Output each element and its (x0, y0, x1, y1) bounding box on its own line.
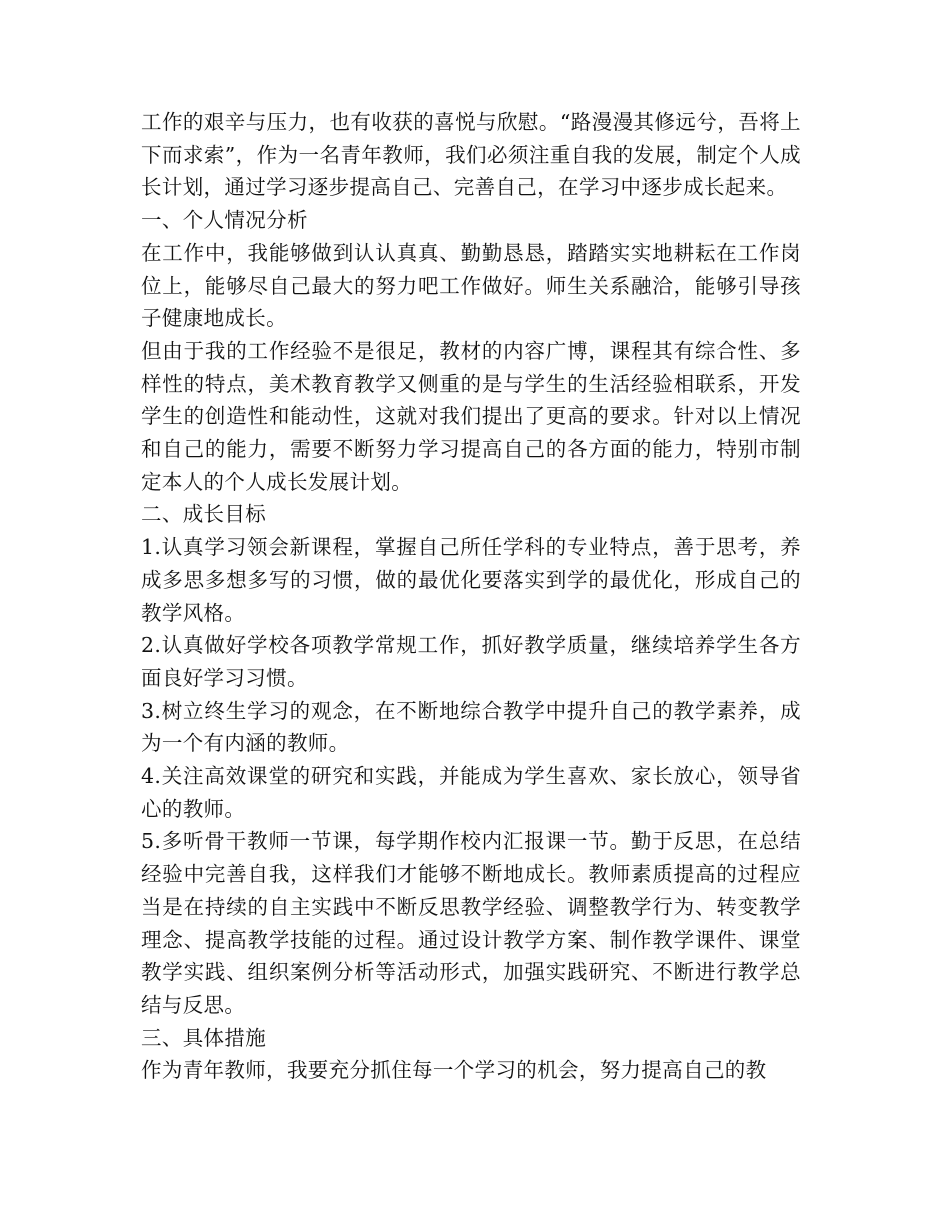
section-heading-situation-analysis: 一、个人情况分析 (141, 208, 308, 233)
intro-paragraph: 工作的艰辛与压力，也有收获的喜悦与欣慰。“路漫漫其修远兮，吾将上下而求索”，作为一名青年教师，我们必须注重自我的发展，制定个人成长计划，通过学习逐步提高自己、完善自己，在学习中逐步成长起来。 (141, 110, 801, 200)
section-heading-growth-goals: 二、成长目标 (141, 502, 267, 527)
section-heading-measures: 三、具体措施 (141, 1025, 267, 1050)
goal-item-4: 4.关注高效课堂的研究和实践，并能成为学生喜欢、家长放心，领导省心的教师。 (141, 764, 801, 821)
situation-paragraph-2: 但由于我的工作经验不是很足，教材的内容广博，课程其有综合性、多样性的特点，美术教育教学又侧重的是与学生的生活经验相联系，开发学生的创造性和能动性，这就对我们提出了更高的要求。针对以上情况和自己的能力，需要不断努力学习提高自己的各方面的能力，特别市制定本人的个人成长发展计划。 (141, 338, 801, 494)
goal-item-5: 5.多听骨干教师一节课，每学期作校内汇报课一节。勤于反思，在总结经验中完善自我，这样我们才能够不断地成长。教师素质提高的过程应当是在持续的自主实践中不断反思教学经验、调整教学行为、转变教学理念、提高教学技能的过程。通过设计教学方案、制作教学课件、课堂教学实践、组织案例分析等活动形式，加强实践研究、不断进行教学总结与反思。 (141, 829, 801, 1017)
situation-paragraph-1: 在工作中，我能够做到认认真真、勤勤恳恳，踏踏实实地耕耘在工作岗位上，能够尽自己最大的努力吧工作做好。师生关系融洽，能够引导孩子健康地成长。 (141, 240, 801, 331)
goal-item-3: 3.树立终生学习的观念，在不断地综合教学中提升自己的教学素养，成为一个有内涵的教师。 (141, 698, 801, 756)
goal-item-2: 2.认真做好学校各项教学常规工作，抓好教学质量，继续培养学生各方面良好学习习惯。 (141, 633, 801, 690)
measures-paragraph: 作为青年教师，我要充分抓住每一个学习的机会，努力提高自己的教 (141, 1058, 767, 1083)
document-body (141, 106, 801, 1087)
goal-item-1: 1.认真学习领会新课程，掌握自己所任学科的专业特点，善于思考，养成多思多想多写的习惯，做的最优化要落实到学的最优化，形成自己的教学风格。 (141, 535, 801, 625)
